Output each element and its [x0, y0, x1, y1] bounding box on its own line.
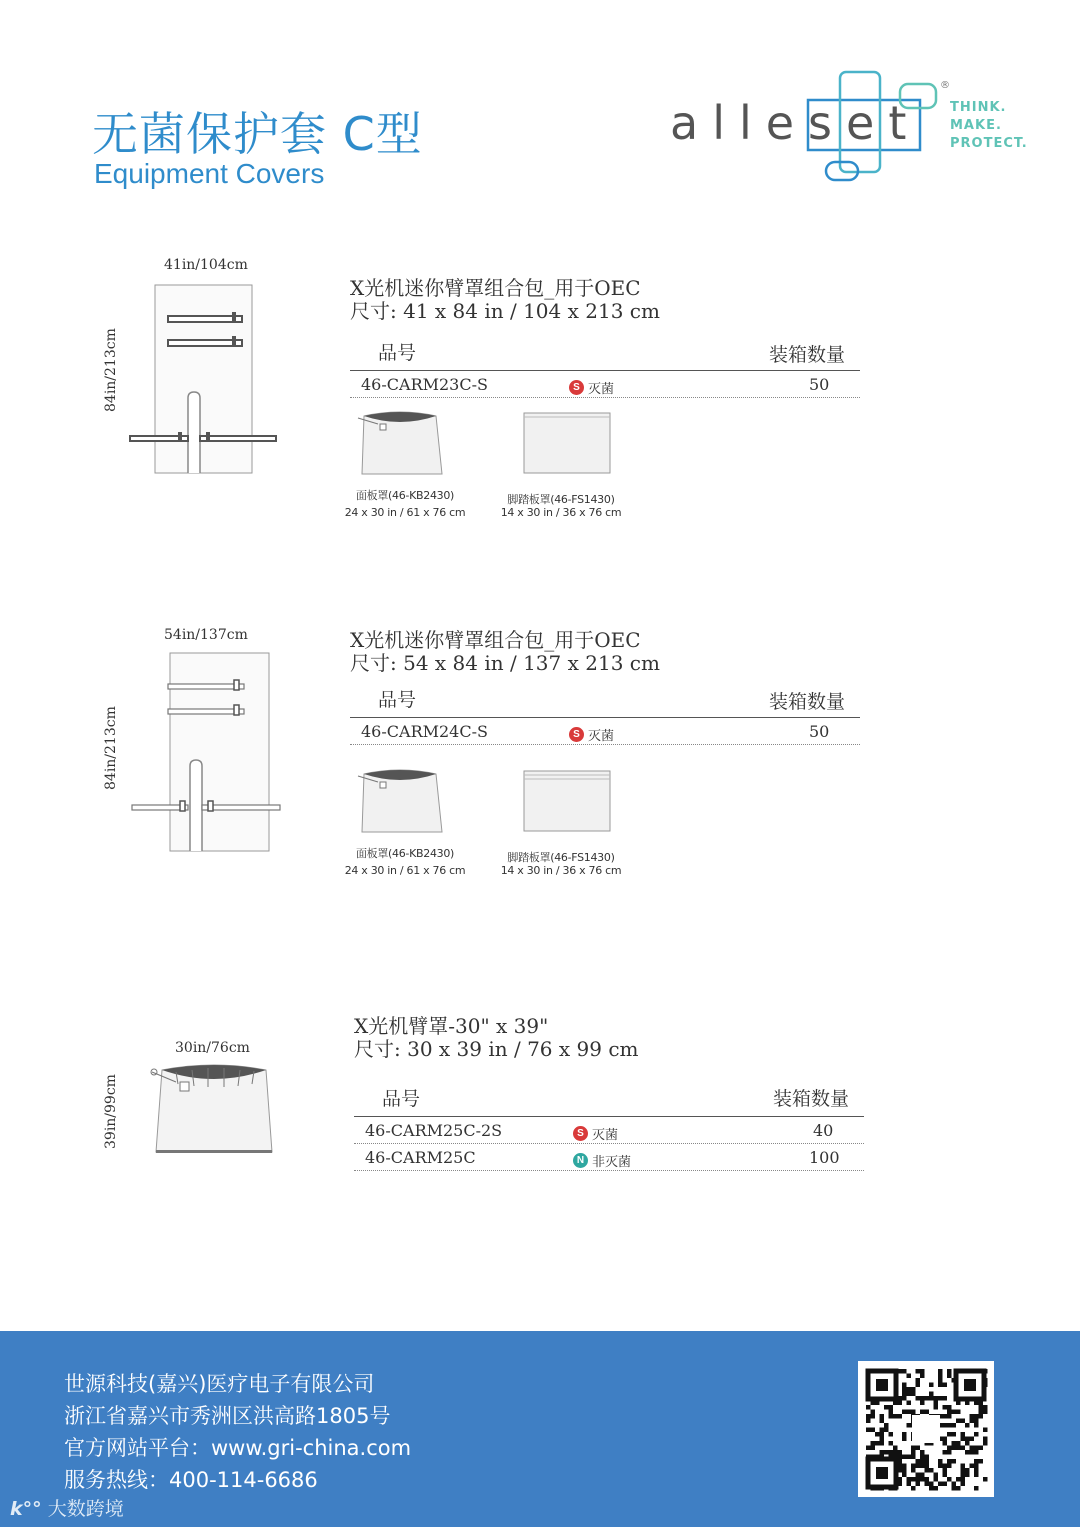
watermark-text: 大数跨境: [47, 1498, 124, 1520]
footswitch-cover-icon: [522, 769, 612, 833]
non-sterile-badge: [573, 1150, 631, 1170]
alleset-logo: [668, 66, 1028, 186]
table-rule: [350, 717, 860, 718]
product-qty: 50: [809, 375, 830, 394]
cover-bag-icon: [146, 1062, 276, 1158]
code-header: 品号: [378, 689, 417, 711]
panel-cover-icon: [356, 408, 446, 476]
non-sterile-n-icon: N: [573, 1153, 588, 1168]
row-divider: [350, 397, 860, 398]
drape-diagram-icon: [128, 284, 280, 476]
width-label: 54in/137cm: [164, 627, 248, 643]
accessory-name: 面板罩(46-KB2430): [355, 489, 455, 502]
sterile-s-icon: S: [569, 727, 584, 742]
website-link[interactable]: 官方网站平台：www.gri-china.com: [64, 1436, 412, 1460]
company-address: 浙江省嘉兴市秀洲区洪高路1805号: [64, 1404, 391, 1428]
accessory-name: 脚踏板罩(46-FS1430): [507, 851, 615, 864]
width-label: 41in/104cm: [164, 257, 248, 273]
registered-mark: ®: [940, 80, 950, 91]
accessory-size: 24 x 30 in / 61 x 76 cm: [344, 506, 466, 519]
row-divider: [354, 1143, 864, 1144]
watermark-logo-icon: k°°: [10, 1498, 42, 1520]
product-title: X光机迷你臂罩组合包_用于OEC: [350, 628, 641, 652]
product-code: 46-CARM25C: [365, 1148, 476, 1167]
product-title: X光机迷你臂罩组合包_用于OEC: [350, 276, 641, 300]
sterile-label: 灭菌: [588, 382, 615, 397]
qty-header: 装箱数量: [769, 344, 846, 366]
product-code: 46-CARM25C-2S: [365, 1121, 503, 1140]
tagline-think: THINK.: [950, 100, 1007, 115]
product-size: 尺寸: 41 x 84 in / 104 x 213 cm: [350, 299, 660, 323]
accessory-size: 14 x 30 in / 36 x 76 cm: [500, 506, 622, 519]
accessory-size: 14 x 30 in / 36 x 76 cm: [500, 864, 622, 877]
product-size: 尺寸: 30 x 39 in / 76 x 99 cm: [354, 1037, 639, 1061]
row-divider: [350, 744, 860, 745]
page-title: 无菌保护套 C型: [92, 107, 423, 161]
product-qty: 40: [813, 1121, 834, 1140]
height-label: 39in/99cm: [103, 1074, 119, 1149]
sterile-badge: [573, 1123, 618, 1143]
company-name: 世源科技(嘉兴)医疗电子有限公司: [64, 1372, 375, 1396]
product-qty: 100: [809, 1148, 840, 1167]
table-rule: [354, 1116, 864, 1117]
qty-header: 装箱数量: [769, 691, 846, 713]
qty-header: 装箱数量: [773, 1088, 850, 1110]
accessory-name: 脚踏板罩(46-FS1430): [507, 493, 615, 506]
accessory-size: 24 x 30 in / 61 x 76 cm: [344, 864, 466, 877]
tagline-protect: PROTECT.: [950, 136, 1028, 151]
row-divider: [354, 1170, 864, 1171]
sterile-badge: [569, 377, 614, 397]
height-label: 84in/213cm: [103, 328, 119, 412]
accessory-name: 面板罩(46-KB2430): [355, 847, 455, 860]
product-qty: 50: [809, 722, 830, 741]
page-subtitle: Equipment Covers: [94, 158, 325, 189]
sterile-label: 灭菌: [592, 1128, 619, 1143]
drape-diagram-icon: [128, 652, 284, 854]
sterile-badge: [569, 724, 614, 744]
sterile-s-icon: S: [573, 1126, 588, 1141]
service-hotline: 服务热线：400-114-6686: [64, 1468, 318, 1492]
table-rule: [350, 370, 860, 371]
tagline-make: MAKE.: [950, 118, 1002, 133]
logo-wordmark: alleset: [670, 96, 921, 150]
qr-code-icon: [858, 1361, 994, 1497]
height-label: 84in/213cm: [103, 706, 119, 790]
watermark: [10, 1494, 124, 1521]
code-header: 品号: [378, 342, 417, 364]
sterile-label: 灭菌: [588, 729, 615, 744]
product-code: 46-CARM24C-S: [361, 722, 488, 741]
product-title: X光机臂罩-30" x 39": [354, 1014, 549, 1038]
sterile-label: 非灭菌: [592, 1155, 632, 1170]
product-size: 尺寸: 54 x 84 in / 137 x 213 cm: [350, 651, 660, 675]
width-label: 30in/76cm: [175, 1040, 250, 1056]
code-header: 品号: [382, 1088, 421, 1110]
product-code: 46-CARM23C-S: [361, 375, 488, 394]
footswitch-cover-icon: [522, 411, 612, 475]
sterile-s-icon: S: [569, 380, 584, 395]
panel-cover-icon: [356, 766, 446, 834]
